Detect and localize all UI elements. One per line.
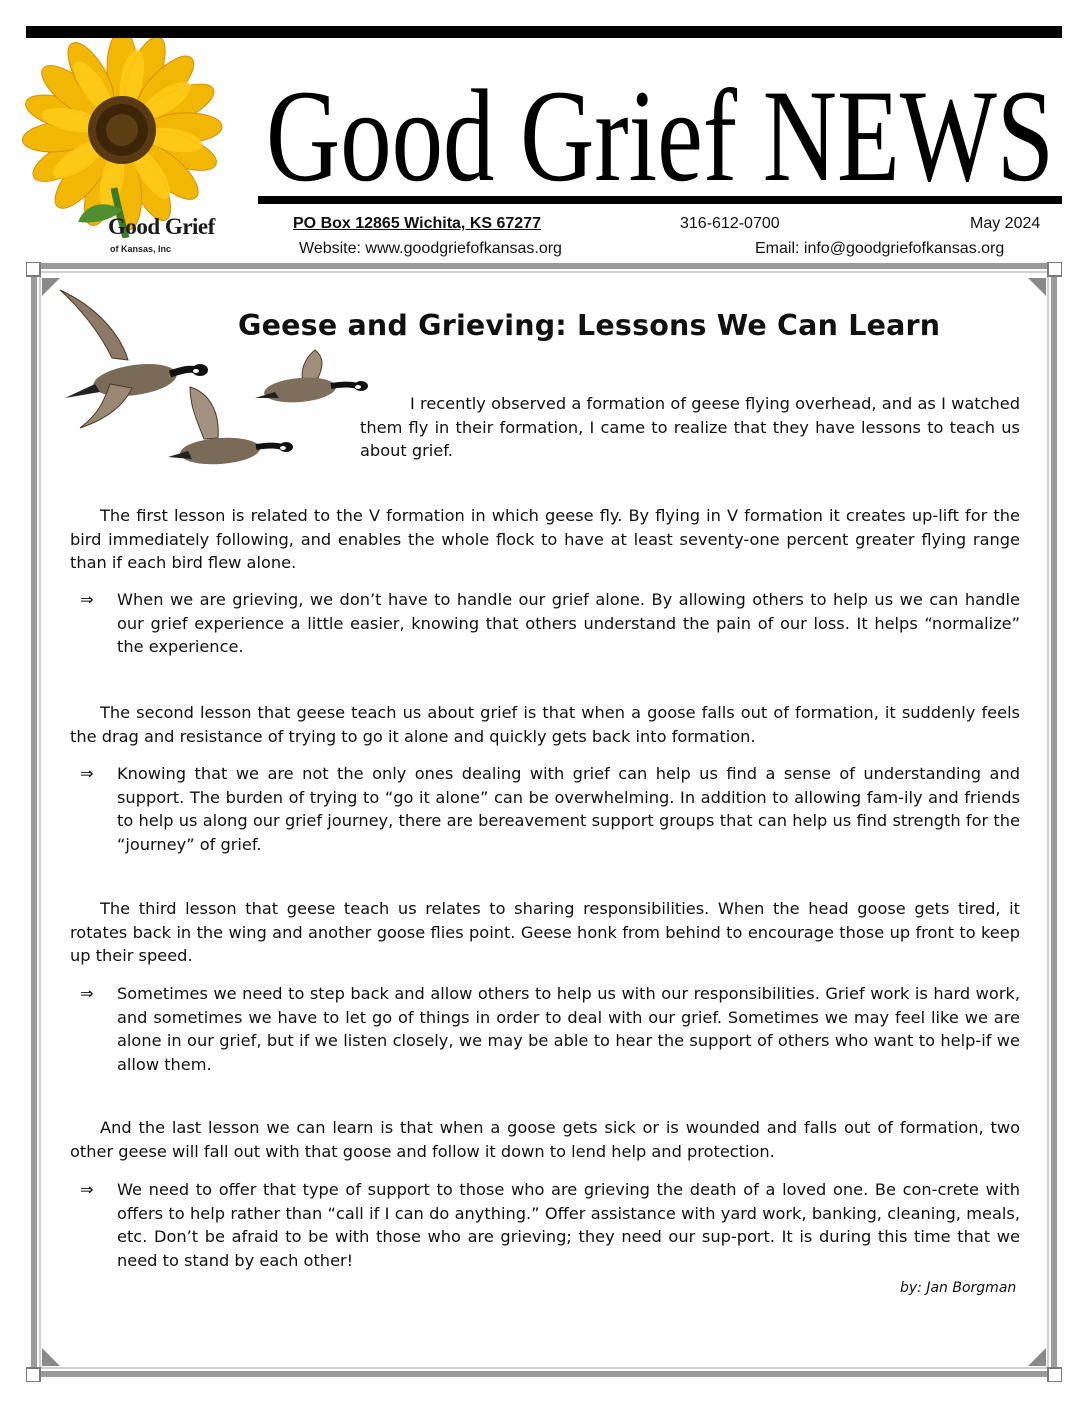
masthead-title-text: Good Grief NEWS <box>266 62 1054 200</box>
sunflower-logo-icon <box>22 38 254 238</box>
email-link[interactable]: Email: info@goodgriefofkansas.org <box>755 240 1005 257</box>
lesson-three-paragraph: The third lesson that geese teach us relates to sharing responsibilities. When the head goose gets tired, it rotates back in the wing and another goose flies point. Geese honk from behind to encourage those up front to keep up their speed. <box>70 899 1020 965</box>
lesson-four-paragraph: And the last lesson we can learn is that when a goose gets sick or is wounded and falls out of formation, two other geese will fall out with that goose and follow it down to lend help and protection. <box>70 1118 1020 1161</box>
lesson-one-paragraph: The first lesson is related to the V formation in which geese fly. By flying in V formation it creates up-lift for the bird immediately following, and enables the whole flock to have at least seventy-one percent greater flying range than if each bird flew alone. <box>70 506 1020 572</box>
arrow-bullet-icon: ⇒ <box>80 764 94 783</box>
lesson-three-takeaway-text: Sometimes we need to step back and allow others to help us with our responsibilities. Grief work is hard work, and sometimes we have to let go of things in order to deal with our grief. Sometimes we may feel like we are alone in our grief, but if we listen closely, we may be able to hear the support of others who want to help-if we allow them. <box>117 984 1020 1074</box>
arrow-bullet-icon: ⇒ <box>80 1180 94 1199</box>
lesson-two-takeaway-text: Knowing that we are not the only ones dealing with grief can help us find a sense of understanding and support. The burden of trying to “go it alone” can be overwhelming. In addition to allowing fam-ily and friends to help us along our grief journey, there are bereavement support groups that can help us find strength for the “journey” of grief. <box>117 764 1020 854</box>
phone-number: 316-612-0700 <box>680 215 780 232</box>
lesson-one-takeaway-text: When we are grieving, we don’t have to handle our grief alone. By allowing others to help us we can handle our grief experience a little easier, knowing that others understand the pain of our loss. It helps “normalize” the experience. <box>117 590 1020 656</box>
lesson-four-takeaway-text: We need to offer that type of support to those who are grieving the death of a loved one. Be con-crete with offers to help rather than “call if I can do anything.” Offer assistance with yard work, banking, cleaning, meals, etc. Don’t be afraid to be with those who are grieving; they need our sup-port. It is during this time that we need to stand by each other! <box>117 1180 1020 1270</box>
org-logo-name: Good Grief <box>108 214 215 239</box>
lesson-two-paragraph: The second lesson that geese teach us about grief is that when a goose falls out of formation, it suddenly feels the drag and resistance of trying to go it alone and quickly gets back into formation. <box>70 703 1020 746</box>
article-intro: I recently observed a formation of geese flying overhead, and as I watched them fly in their formation, I came to realize that they have lessons to teach us about grief. <box>360 394 1020 460</box>
masthead-top-rule <box>26 26 1062 38</box>
po-box-address: PO Box 12865 Wichita, KS 67277 <box>293 215 541 232</box>
issue-date: May 2024 <box>970 215 1041 232</box>
article-title: Geese and Grieving: Lessons We Can Learn <box>238 309 941 342</box>
org-logo-subtitle: of Kansas, Inc <box>110 244 172 254</box>
article-byline: by: Jan Borgman <box>900 1280 1017 1296</box>
masthead-title <box>260 40 1060 200</box>
website-link[interactable]: Website: www.goodgriefofkansas.org <box>299 240 562 257</box>
arrow-bullet-icon: ⇒ <box>80 590 94 609</box>
arrow-bullet-icon: ⇒ <box>80 984 94 1003</box>
